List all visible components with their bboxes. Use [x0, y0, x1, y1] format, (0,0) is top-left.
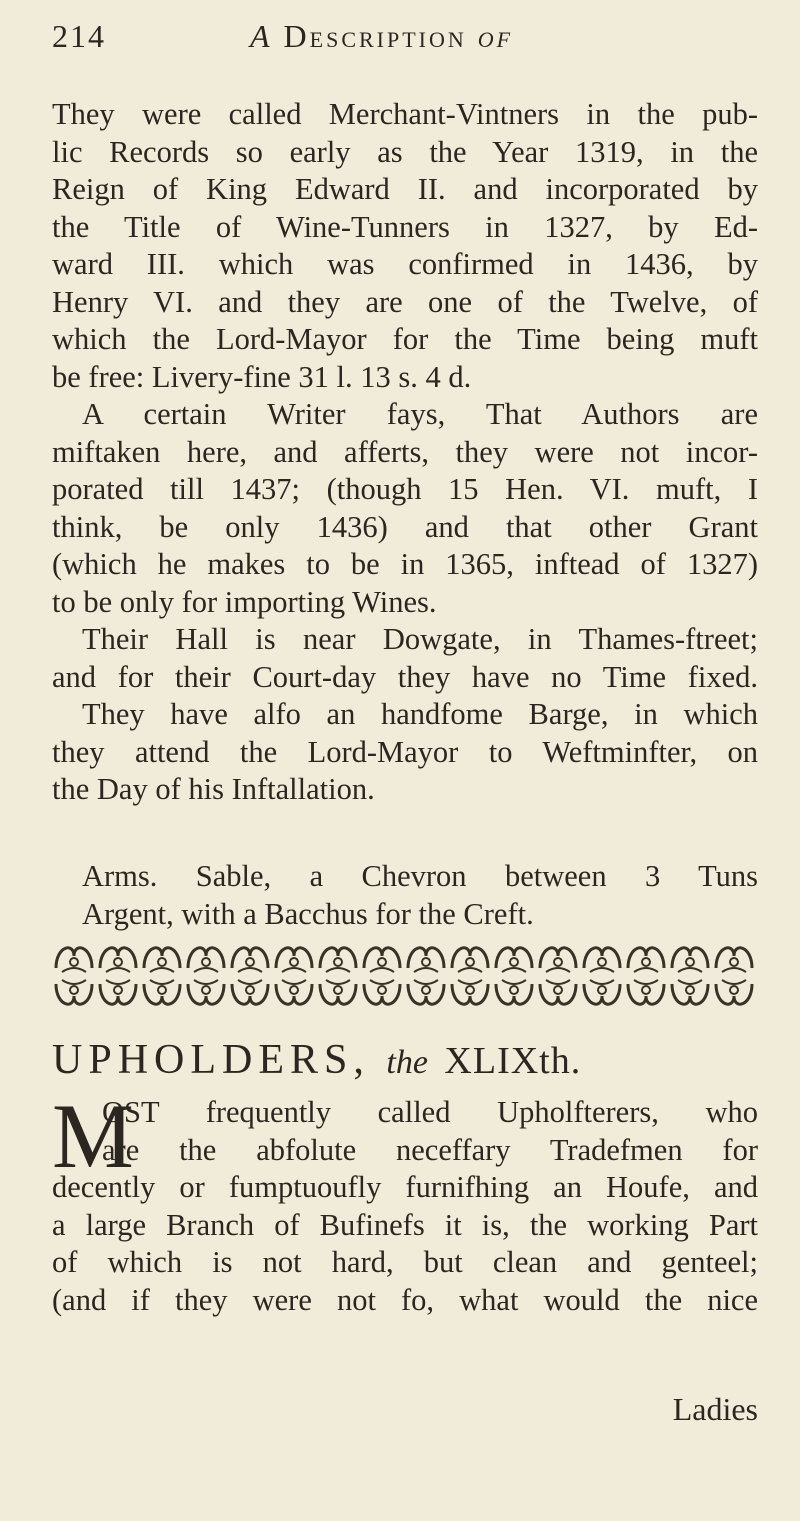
arms-line: Arms. Sable, a Chevron between 3 Tuns: [82, 859, 758, 893]
text-line: Their Hall is near Dowgate, in Thames-ftreet;: [82, 622, 758, 656]
text-line: and for their Court-day they have no Time fixed.: [52, 659, 758, 694]
text-line: the Title of Wine-Tunners in 1327, by Ed-: [52, 209, 758, 244]
text-line: which the Lord-Mayor for the Time being muft: [52, 322, 758, 356]
text-line: are the abfolute neceffary Tradefmen for: [102, 1132, 758, 1167]
text-line: ward III. which was confirmed in 1436, by: [52, 247, 758, 281]
text-line: the Day of his Inftallation.: [52, 772, 375, 806]
body-text: [52, 96, 758, 809]
running-title-c: of: [477, 18, 514, 54]
section-heading: [52, 1036, 758, 1084]
page-number: 214: [52, 18, 106, 54]
page-header: [52, 14, 710, 64]
text-line: they attend the Lord-Mayor to Weftminfter, on: [52, 734, 758, 769]
text-line: a large Branch of Bufinefs it is, the working Part: [52, 1207, 758, 1242]
text-line: They have alfo an handfome Barge, in which: [82, 697, 758, 731]
text-line: A certain Writer fays, That Authors are: [82, 397, 758, 431]
arms-line: Argent, with a Bacchus for the Creft.: [82, 896, 534, 931]
arms-paragraph: [52, 858, 758, 933]
text-line: to be only for importing Wines.: [52, 584, 437, 619]
text-line: They were called Merchant-Vintners in the pub-: [52, 97, 758, 131]
text-line: be free: Livery-fine 31 l. 13 s. 4 d.: [52, 359, 472, 394]
running-title: [250, 18, 513, 55]
text-line: of which is not hard, but clean and genteel;: [52, 1245, 758, 1279]
text-line: Henry VI. and they are one of the Twelve, of: [52, 284, 758, 319]
text-line: lic Records so early as the Year 1319, in the: [52, 134, 758, 169]
text-line: decently or fumptuoufly furnifhing an Houfe, and: [52, 1170, 758, 1204]
text-line: think, be only 1436) and that other Grant: [52, 509, 758, 544]
ornamental-border: [52, 938, 758, 1014]
text-line: miftaken here, and afferts, they were not incor-: [52, 434, 758, 469]
text-line: (and if they were not fo, what would the nice: [52, 1282, 758, 1317]
running-title-b: Description: [283, 18, 467, 54]
text-line: OST frequently called Upholfterers, who: [102, 1095, 758, 1129]
text-line: porated till 1437; (though 15 Hen. VI. muft, I: [52, 472, 758, 506]
text-line: Reign of King Edward II. and incorporated by: [52, 172, 758, 206]
running-title-a: A: [250, 18, 273, 54]
catchword: Ladies: [672, 1391, 758, 1427]
drop-cap: M: [52, 1085, 134, 1187]
heading-article: the: [386, 1044, 428, 1081]
text-line: (which he makes to be in 1365, inftead of 1327): [52, 547, 758, 581]
heading-title: UPHOLDERS,: [52, 1037, 370, 1083]
heading-numeral: XLIXth.: [444, 1040, 582, 1082]
section-body: [52, 1085, 758, 1319]
